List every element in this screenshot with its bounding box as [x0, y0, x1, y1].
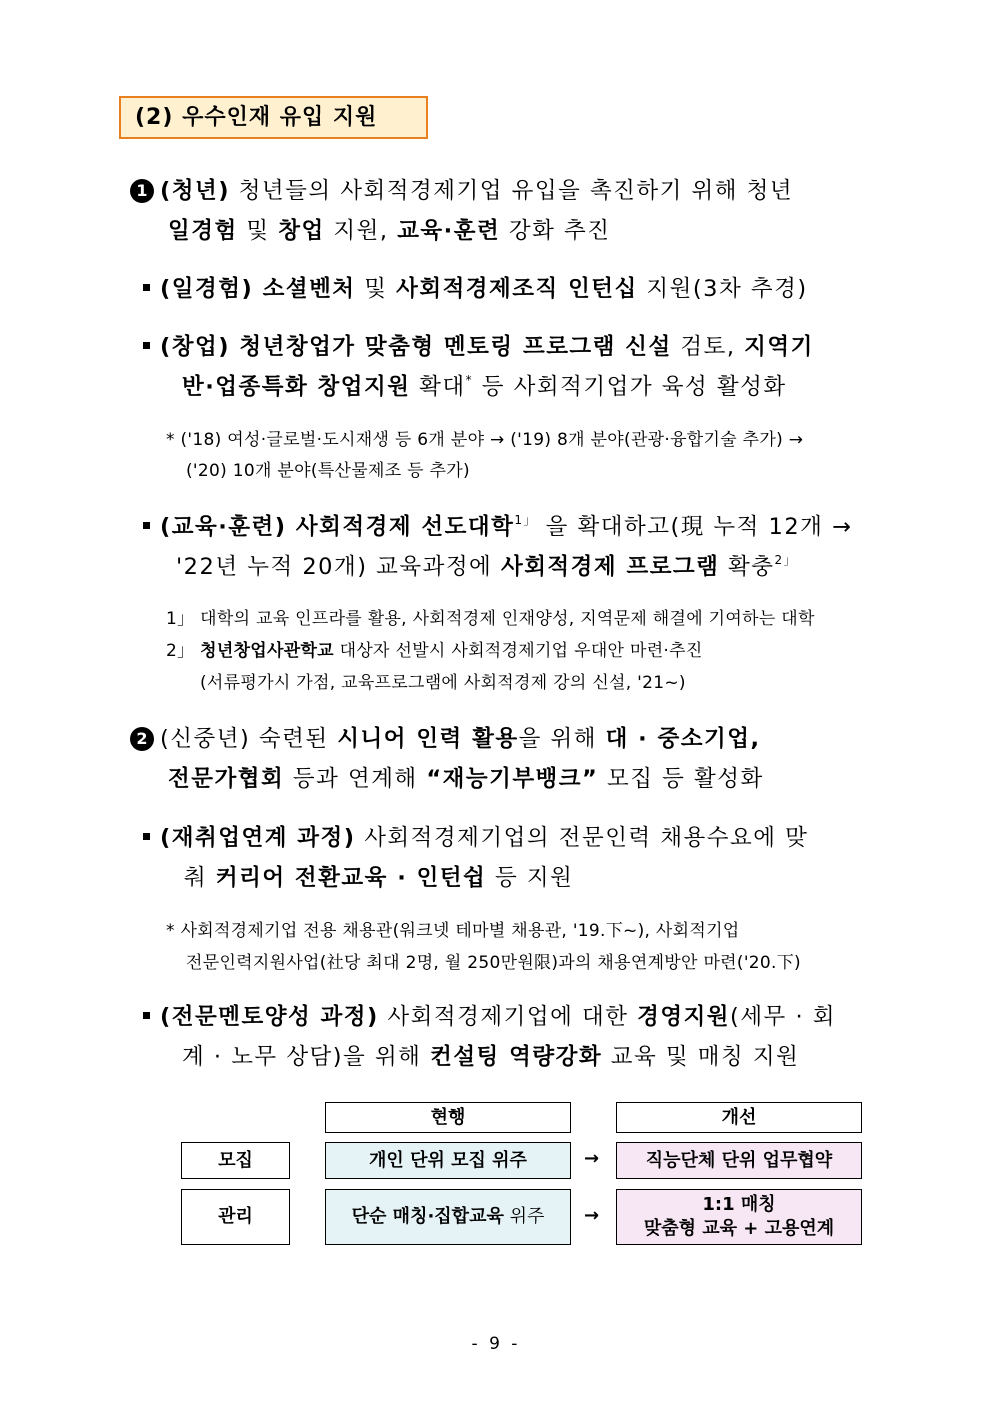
note-education-2-text: 대상자 선발시 사회적경제기업 우대안 마련·추진 — [333, 641, 703, 661]
note-reemploy-line2: 전문인력지원사업(社당 최대 2명, 월 250만원限)과의 채용연계방안 마련('20.下) — [186, 953, 801, 973]
reemploy-keyword-1: (재취업연계 과정) — [160, 825, 356, 851]
table-row2-current-keyword: 단순 매칭·집합교육 — [351, 1206, 504, 1227]
item2-text-1: 숙련된 — [250, 726, 338, 752]
item2-tag: (신중년) — [160, 726, 251, 752]
note-education-3: (서류평가시 가점, 교육프로그램에 사회적경제 강의 신설, '21~) — [200, 673, 686, 693]
education-keyword-2: 사회적경제 프로그램 — [500, 554, 720, 580]
education-footnote-mark-1: 1」 — [514, 513, 537, 527]
note-startup-line1: * ('18) 여성·글로벌·도시재생 등 6개 분야 → ('19) 8개 분야(관광·융합기술 추가) → — [166, 430, 804, 450]
bullet-education-line1 — [143, 512, 852, 542]
startup-text-2: 확대 — [410, 374, 466, 400]
bullet-mentor-line1 — [143, 1002, 836, 1032]
table-header-improved: 개선 — [616, 1102, 862, 1133]
item1-keyword-1: 일경험 — [168, 218, 238, 244]
internship-text-1: 및 — [355, 276, 397, 302]
item2-text-4: 모집 등 활성화 — [598, 766, 764, 792]
table-row1-label: 모집 — [181, 1142, 290, 1179]
mentor-text-1: 사회적경제기업에 대한 — [378, 1004, 638, 1030]
bullet-square-icon — [143, 522, 150, 529]
bullet-internship — [143, 274, 808, 304]
startup-keyword-2: 지역기 — [744, 334, 814, 360]
startup-footnote-mark: * — [465, 373, 474, 387]
bullet-square-icon — [143, 1012, 150, 1019]
item1-line1 — [130, 176, 793, 206]
table-row2-improved — [616, 1189, 862, 1245]
reemploy-text-2: 춰 — [184, 865, 216, 891]
startup-text-3: 등 사회적기업가 육성 활성화 — [473, 374, 787, 400]
mentor-text-2: (세무 · 회 — [730, 1004, 836, 1030]
item2-line2 — [168, 764, 764, 794]
mentor-keyword-1: (전문멘토양성 과정) — [160, 1004, 379, 1030]
startup-keyword-3: 반·업종특화 창업지원 — [182, 374, 411, 400]
education-text-1: 을 확대하고(現 누적 12개 → — [536, 514, 853, 540]
bullet-square-icon — [143, 284, 150, 291]
startup-keyword-1: (창업) 청년창업가 맞춤형 멘토링 프로그램 신설 — [160, 334, 672, 360]
bullet-mentor-line2 — [182, 1042, 799, 1072]
internship-text-2: 지원(3차 추경) — [637, 276, 808, 302]
item2-keyword-4: “재능기부뱅크” — [426, 766, 599, 792]
note-education-2 — [166, 637, 703, 665]
table-row2-current — [325, 1189, 571, 1245]
item2-line1 — [130, 724, 761, 754]
item1-keyword-3: 교육·훈련 — [397, 218, 501, 244]
item2-keyword-2: 대 · 중소기업, — [605, 726, 761, 752]
table-row2-improved-line1: 1:1 매칭 — [702, 1194, 776, 1215]
reemploy-keyword-2: 커리어 전환교육 · 인턴쉽 — [215, 865, 487, 891]
mentor-keyword-2: 경영지원 — [637, 1004, 731, 1030]
note-reemploy-line1: * 사회적경제기업 전용 채용관(워크넷 테마별 채용관, '19.下~), 사회적기업 — [166, 921, 740, 941]
mentor-text-4: 교육 및 매칭 지원 — [602, 1044, 800, 1070]
page-number: - 9 - — [471, 1334, 521, 1354]
section-title: (2) 우수인재 유입 지원 — [119, 96, 428, 139]
reemploy-text-3: 등 지원 — [486, 865, 574, 891]
internship-keyword-2: 사회적경제조직 인턴십 — [396, 276, 638, 302]
arrow-right-icon: → — [584, 1148, 600, 1169]
table-row1-improved: 직능단체 단위 업무협약 — [616, 1142, 862, 1179]
internship-keyword-1: (일경험) 소셜벤처 — [160, 276, 356, 302]
table-row2-improved-line2: 맞춤형 교육 + 고용연계 — [643, 1218, 835, 1239]
note-startup-line2: ('20) 10개 분야(특산물제조 등 추가) — [186, 461, 470, 481]
table-row2-current-text: 위주 — [503, 1206, 545, 1227]
startup-text-1: 검토, — [671, 334, 745, 360]
education-text-2: '22년 누적 20개) 교육과정에 — [176, 554, 501, 580]
item2-keyword-1: 시니어 인력 활용 — [337, 726, 519, 752]
table-row2-label: 관리 — [181, 1189, 290, 1245]
item1-line2 — [168, 216, 610, 246]
mentor-text-3: 계 · 노무 상담)을 위해 — [182, 1044, 431, 1070]
item1-text-1: 및 — [237, 218, 279, 244]
education-text-3: 확충 — [719, 554, 775, 580]
reemploy-text-1: 사회적경제기업의 전문인력 채용수요에 맞 — [355, 825, 809, 851]
mentor-keyword-3: 컨설팅 역량강화 — [430, 1044, 603, 1070]
bullet-reemploy-line2 — [184, 863, 573, 893]
bullet-startup-line2 — [182, 372, 787, 402]
item1-text: 청년들의 사회적경제기업 유입을 촉진하기 위해 청년 — [230, 178, 794, 204]
bullet-square-icon — [143, 342, 150, 349]
item2-text-3: 등과 연계해 — [284, 766, 427, 792]
education-footnote-mark-2: 2」 — [774, 553, 798, 567]
item2-keyword-3: 전문가협회 — [168, 766, 285, 792]
table-header-current: 현행 — [325, 1102, 571, 1133]
bullet-reemploy-line1 — [143, 823, 808, 853]
note-education-2-keyword: 청년창업사관학교 — [200, 641, 334, 661]
item2-text-2: 을 위해 — [518, 726, 606, 752]
item1-tag: (청년) — [160, 178, 231, 204]
education-keyword-1: (교육·훈련) 사회적경제 선도대학 — [160, 514, 515, 540]
circled-number-1-icon: 1 — [130, 179, 154, 203]
note-education-1: 1」 대학의 교육 인프라를 활용, 사회적경제 인재양성, 지역문제 해결에 기여하는 대학 — [166, 609, 815, 629]
table-row1-current: 개인 단위 모집 위주 — [325, 1142, 571, 1179]
bullet-square-icon — [143, 833, 150, 840]
note-education-2-prefix: 2」 — [166, 641, 201, 661]
bullet-education-line2 — [176, 552, 797, 582]
item1-keyword-2: 창업 — [278, 218, 325, 244]
circled-number-2-icon: 2 — [130, 727, 154, 751]
item1-text-2: 지원, — [324, 218, 398, 244]
arrow-right-icon: → — [584, 1205, 600, 1226]
item1-text-3: 강화 추진 — [500, 218, 611, 244]
bullet-startup-line1 — [143, 332, 814, 362]
